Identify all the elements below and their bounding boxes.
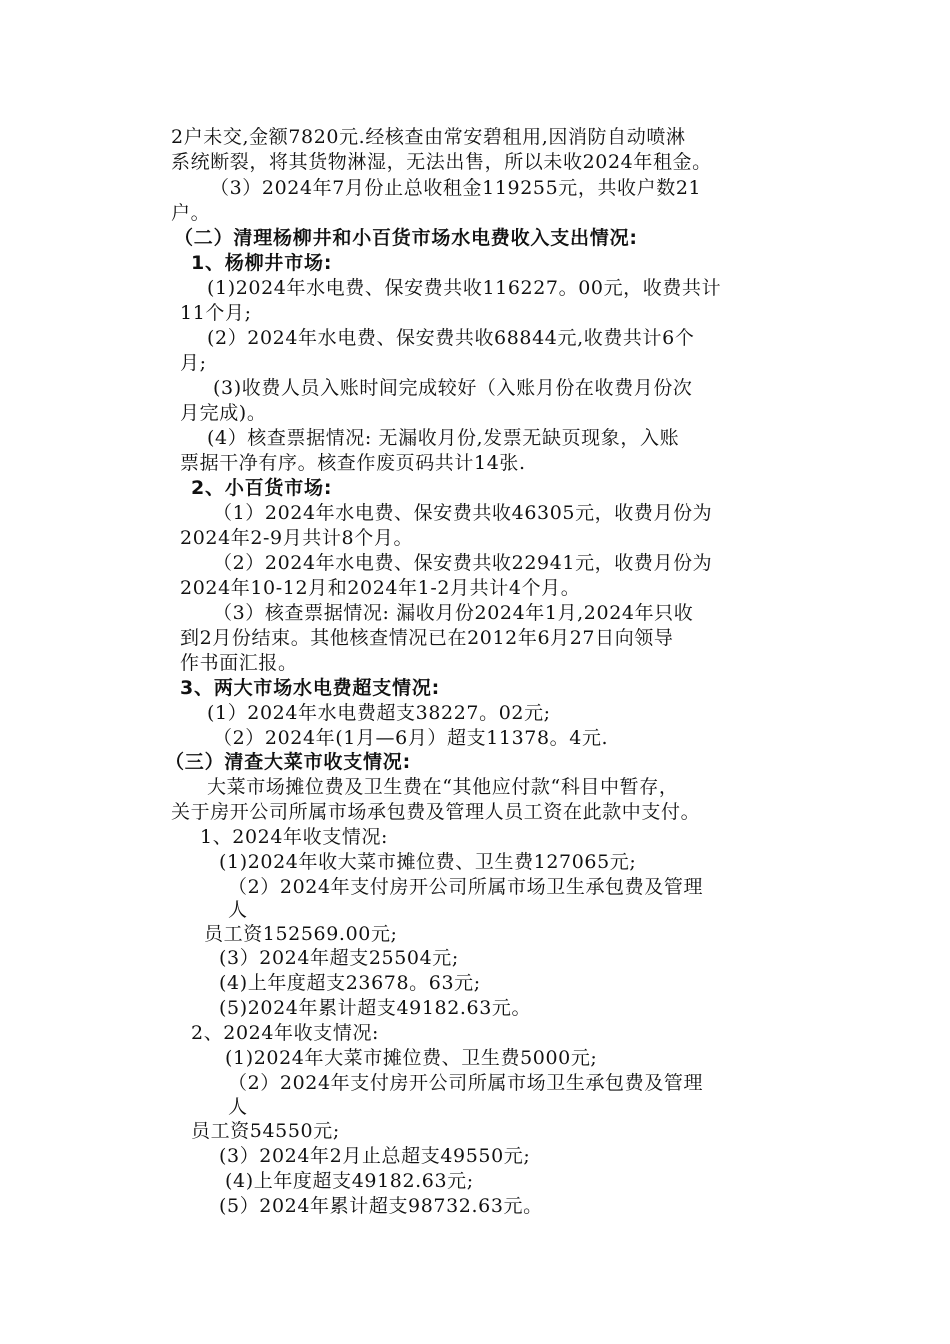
text-line: 关于房开公司所属市场承包费及管理人员工资在此款中支付。 (171, 801, 701, 823)
text-line: 系统断裂，将其货物淋湿，无法出售，所以未收2024年租金。 (171, 151, 712, 173)
text-line: (3）2024年超支25504元; (219, 947, 459, 969)
text-line: 月; (180, 352, 207, 374)
text-line: （2）2024年支付房开公司所属市场卫生承包费及管理 (228, 876, 704, 898)
text-line: （3）2024年7月份止总收租金119255元，共收户数21 (210, 177, 702, 199)
text-line: (1)2024年水电费、保安费共收116227。00元，收费共计 (207, 277, 722, 299)
subsection-heading: 1、杨柳井市场: (191, 252, 333, 274)
text-line: 2024年10-12月和2024年1-2月共计4个月。 (180, 577, 581, 599)
text-line: 员工资152569.00元; (204, 923, 398, 945)
subsection-heading: 3、两大市场水电费超支情况: (180, 677, 441, 699)
text-line: 月完成)。 (180, 402, 267, 424)
text-line: (5）2024年累计超支98732.63元。 (219, 1195, 543, 1217)
text-line: (1)2024年收大菜市摊位费、卫生费127065元; (219, 851, 637, 873)
text-line: 大菜市场摊位费及卫生费在“其他应付款“科目中暂存， (207, 776, 679, 798)
text-line: (4）核查票据情况: 无漏收月份,发票无缺页现象，入账 (207, 427, 680, 449)
text-line: 人 (228, 1096, 248, 1118)
text-line: （2）2024年(1月—6月）超支11378。4元. (213, 727, 609, 749)
text-line: 到2月份结束。其他核查情况已在2012年6月27日向领导 (180, 627, 674, 649)
text-line: (1)2024年大菜市摊位费、卫生费5000元; (225, 1047, 598, 1069)
text-line: （1）2024年水电费、保安费共收46305元，收费月份为 (213, 502, 713, 524)
text-line: （2）2024年水电费、保安费共收22941元，收费月份为 (213, 552, 713, 574)
text-line: 户。 (171, 202, 211, 224)
text-line: 2、2024年收支情况: (191, 1022, 380, 1044)
text-line: 人 (228, 899, 248, 921)
text-line: (3）2024年2月止总超支49550元; (219, 1145, 531, 1167)
text-line: 员工资54550元; (191, 1120, 340, 1142)
text-line: (2）2024年水电费、保安费共收68844元,收费共计6个 (207, 327, 695, 349)
text-line: （3）核查票据情况: 漏收月份2024年1月,2024年只收 (213, 602, 694, 624)
text-line: 11个月; (180, 302, 252, 324)
text-line: (4)上年度超支49182.63元; (225, 1170, 474, 1192)
subsection-heading: 2、小百货市场: (191, 477, 333, 499)
section-heading: （二）清理杨柳井和小百货市场水电费收入支出情况: (174, 227, 638, 249)
text-line: (3)收费人员入账时间完成较好（入账月份在收费月份次 (213, 377, 693, 399)
text-line: 1、2024年收支情况: (200, 826, 389, 848)
text-line: (4)上年度超支23678。63元; (219, 972, 481, 994)
text-line: 2024年2-9月共计8个月。 (180, 527, 414, 549)
text-line: (1）2024年水电费超支38227。02元; (207, 702, 551, 724)
text-line: 票据干净有序。核查作废页码共计14张. (180, 452, 526, 474)
section-heading: （三）清查大菜市收支情况: (165, 751, 411, 773)
text-line: (5)2024年累计超支49182.63元。 (219, 997, 532, 1019)
text-line: 作书面汇报。 (180, 652, 298, 674)
text-line: 2户未交,金额7820元.经核查由常安碧租用,因消防自动喷淋 (171, 126, 686, 148)
text-line: （2）2024年支付房开公司所属市场卫生承包费及管理 (228, 1072, 704, 1094)
